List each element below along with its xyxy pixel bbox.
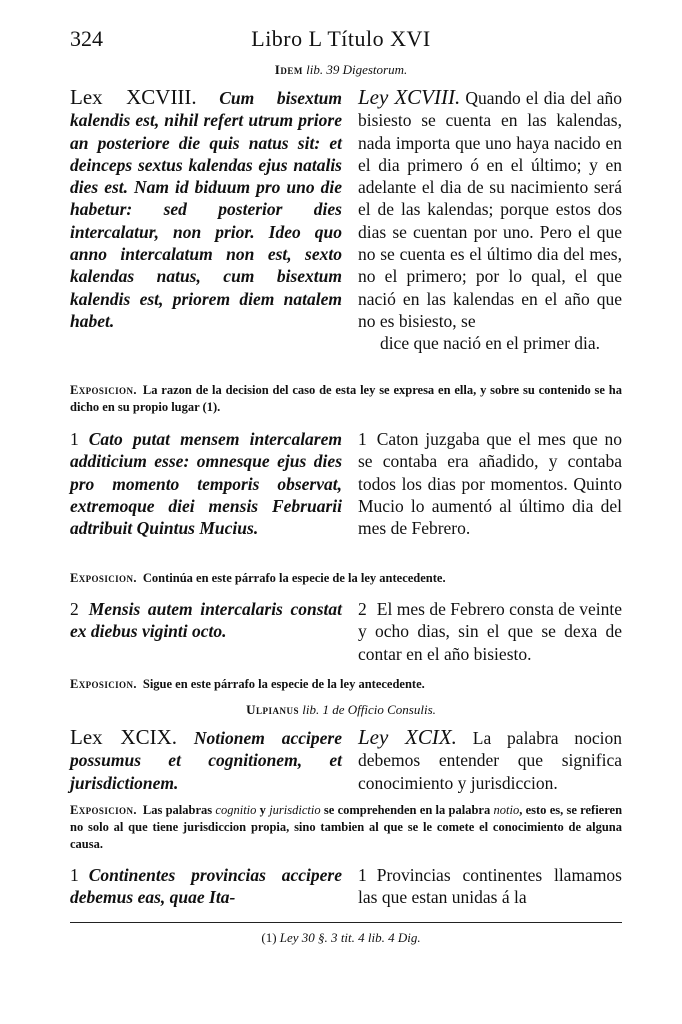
paragraph-3-spanish-text: Provincias continentes llamamos las que estan unidas á la — [358, 865, 622, 908]
term-notio: notio — [493, 803, 520, 817]
exposicion-2 — [70, 570, 622, 587]
term-jurisdictio: jurisdictio — [269, 803, 321, 817]
paragraph-number: 1 — [358, 865, 367, 885]
paragraph-1-spanish-text: Caton juzgaba que el mes que no se contaba era añadido, y contaba todos los dias por momentos. Quinto Mucio lo aumentó al último dia del mes de Febrero. — [358, 429, 622, 539]
source-line-idem — [0, 62, 682, 78]
lex-98-heading: Lex XCVIII. — [70, 85, 197, 109]
paragraph-1-latin-text: Cato putat mensem intercalarem additicium esse: omnesque ejus dies pro momento temporis observat, extremoque diei mensis Februarii adtribuit Quintus Mucius. — [70, 429, 342, 539]
footnote-divider — [70, 922, 622, 923]
exposicion-label: Exposicion. — [70, 677, 137, 691]
source-reference: lib. 39 Digestorum. — [306, 62, 408, 77]
exposicion-text: Continúa en este párrafo la especie de la ley antecedente. — [142, 571, 446, 585]
source-author: Idem — [274, 62, 303, 77]
source-reference: lib. 1 de Officio Consulis. — [302, 702, 436, 717]
ley-99-spanish-text: La palabra nocion debemos entender que significa conocimiento y jurisdiccion. — [358, 728, 622, 793]
paragraph-3-latin-text: Continentes provincias accipere debemus eas, quae Ita- — [70, 865, 342, 908]
paragraph-3-spanish — [358, 864, 622, 909]
paragraph-2-latin-text: Mensis autem intercalaris constat ex diebus viginti octo. — [70, 599, 342, 642]
exposicion-1 — [70, 382, 622, 416]
exposicion-text-d: , esto es, se refieren no solo al que tiene jurisdiccion propia, sino tambien al que se le comete el conocimiento de alguna causa. — [70, 803, 623, 851]
exposicion-label: Exposicion. — [70, 571, 137, 585]
exposicion-text-b: y — [259, 803, 266, 817]
paragraph-1-latin — [70, 428, 342, 539]
paragraph-2-spanish — [358, 598, 622, 665]
lex-99-heading: Lex XCIX. — [70, 725, 177, 749]
ley-98-spanish-text: Quando el dia del año bisiesto se cuenta en las kalendas, nada importa que uno haya nacido en el dia primero ó en el último; y en adelante el dia de su nacimiento será el de las kalendas; porque estos dos dias se cuentan por uno. Pero el que no se cuenta es el último dia del mes, no el primero; por lo qual, el que nació en las kalendas en el año que no es bisiesto, se — [358, 88, 622, 331]
footnote — [0, 930, 682, 946]
footnote-text: Ley 30 §. 3 — [279, 930, 338, 945]
paragraph-number: 2 — [358, 599, 367, 619]
page-number: 324 — [70, 26, 103, 51]
paragraph-1-spanish — [358, 428, 622, 539]
footnote-reference: tit. 4 lib. 4 Dig. — [340, 930, 421, 945]
term-cognitio: cognitio — [215, 803, 257, 817]
paragraph-number: 1 — [358, 429, 367, 449]
source-line-ulpianus — [0, 702, 682, 718]
paragraph-number: 1 — [70, 865, 79, 885]
lex-99-latin-text: Notionem accipere possumus et cognitionem, et jurisdictionem. — [70, 728, 342, 793]
ley-98-heading: Ley XCVIII. — [358, 85, 461, 109]
exposicion-label: Exposicion. — [70, 803, 137, 817]
paragraph-number: 1 — [70, 429, 79, 449]
running-title: Libro L Título XVI — [251, 26, 431, 51]
lex-99-latin — [70, 726, 342, 794]
ley-98-spanish — [358, 86, 622, 355]
exposicion-4 — [70, 802, 622, 853]
paragraph-2-latin — [70, 598, 342, 643]
paragraph-number: 2 — [70, 599, 79, 619]
source-author: Ulpianus — [246, 702, 300, 717]
lex-98-latin — [70, 86, 342, 332]
exposicion-text: Sigue en este párrafo la especie de la ley antecedente. — [142, 677, 425, 691]
lex-98-latin-text: Cum bisextum kalendis est, nihil refert utrum priore an posteriore die quis natus sit: et deinceps sextus kalendas ejus natalis dies est. Nam id biduum pro uno die habetur: sed posterior dies intercalatur, non prior. Ideo quo anno intercalatum non est, sexto kalendas natus, cum bisextum kalendis est, priorem diem natalem habet. — [70, 88, 342, 331]
exposicion-3 — [70, 676, 622, 693]
exposicion-text-a: Las palabras — [142, 803, 213, 817]
paragraph-3-latin — [70, 864, 342, 909]
paragraph-2-spanish-text: El mes de Febrero consta de veinte y ocho dias, sin el que se dexa de contar en el año bisiesto. — [358, 599, 622, 664]
exposicion-text-c: se comprehenden en la palabra — [323, 803, 491, 817]
ley-99-spanish — [358, 726, 622, 794]
ley-99-heading: Ley XCIX. — [358, 725, 457, 749]
exposicion-label: Exposicion. — [70, 383, 137, 397]
footnote-mark: (1) — [261, 930, 277, 945]
ley-98-last-line: dice que nació en el primer dia. — [379, 333, 601, 354]
exposicion-text: La razon de la decision del caso de esta ley se expresa en ella, y sobre su contenido se ha dicho en su propio lugar (1). — [70, 383, 622, 414]
